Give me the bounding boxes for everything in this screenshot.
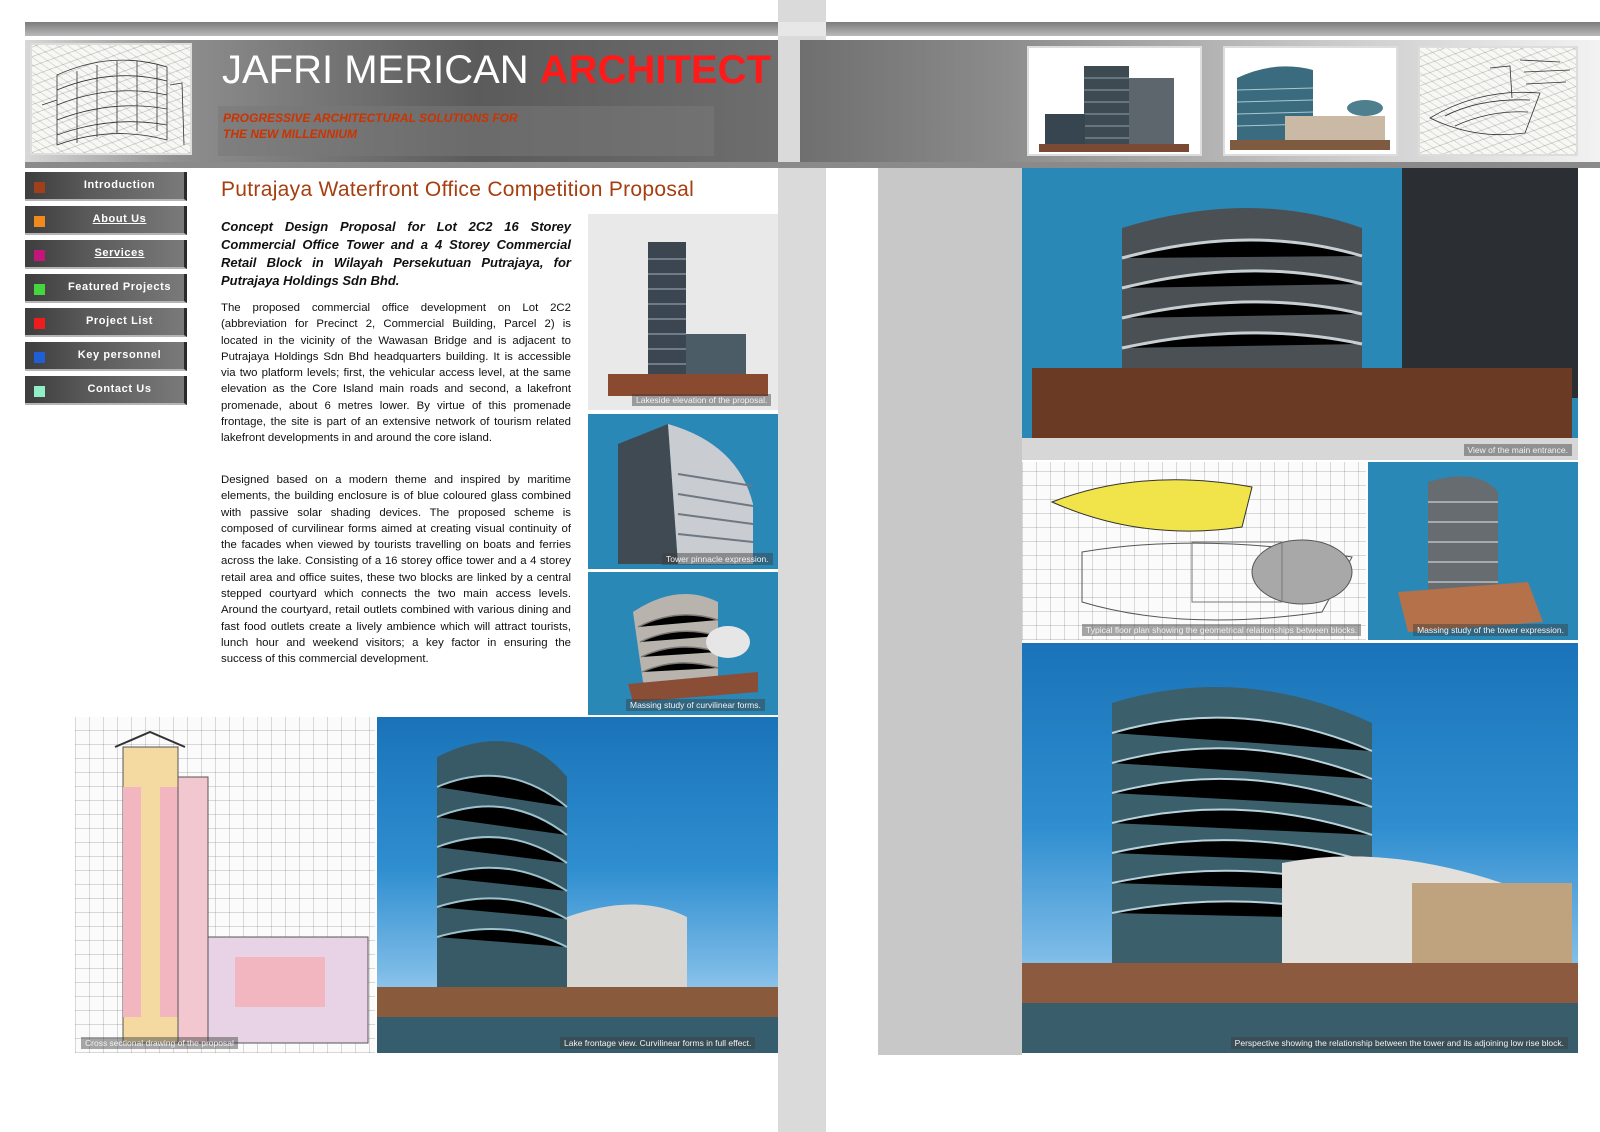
image-caption: Typical floor plan showing the geometrical relationships between blocks.	[1082, 624, 1361, 636]
intro-heading: Concept Design Proposal for Lot 2C2 16 Storey Commercial Office Tower and a 4 Storey Commercial Retail Block in Wilayah Persekutuan Putrajaya, for Putrajaya Holdings Sdn Bhd.	[221, 219, 571, 288]
brand-main: JAFRI MERICAN	[222, 48, 540, 92]
top-rule-gap	[778, 22, 826, 36]
nav-label: Featured Projects	[67, 281, 172, 293]
image-floor-plan	[1022, 462, 1366, 640]
body-paragraph-2: Designed based on a modern theme and inspired by maritime elements, the building enclosure is of blue coloured glass combined with passive solar shading devices. The proposed scheme is composed of curvilinear forms aimed at creating visual continuity of the facades when viewed by tourists travelling on boats and ferries across the lake. Consisting of a 16 storey office tower and a 4 storey retail area and office suites, these two blocks are linked by a central stepped courtyard which connects the two main access levels. Around the courtyard, retail outlets combined with various dining and fast food outlets create a lively ambience which will attract tourists, lunch hour and weekend visitors; a key factor in ensuring the success of this commercial development.	[221, 474, 571, 666]
image-cross-section	[75, 717, 375, 1053]
nav-bullet-icon	[34, 250, 45, 261]
tagline	[223, 110, 553, 142]
nav-item-contact-us[interactable]	[25, 376, 187, 405]
page-title: Putrajaya Waterfront Office Competition Proposal	[221, 178, 695, 201]
nav-label: Contact Us	[87, 383, 152, 395]
nav-item-project-list[interactable]	[25, 308, 187, 337]
nav-label: About Us	[92, 213, 147, 225]
brand-title	[222, 48, 771, 93]
image-caption: Cross sectional drawing of the proposal	[81, 1037, 238, 1049]
image-caption: Perspective showing the relationship between the tower and its adjoining low rise block.	[1231, 1037, 1568, 1049]
body-paragraph-1: The proposed commercial office development on Lot 2C2 (abbreviation for Precinct 2, Commercial Building, Parcel 2) is located in the vicinity of the Wawasan Bridge and is adjacent to Putrajaya Holdings Sdn Bhd headquarters building. It is accessible via two platform levels; first, the vehicular access level, at the same elevation as the Core Island main roads and second, a lakefront promenade, about 6 metres lower. By virtue of this promenade frontage, the site is part of an extensive network of tourism related lakefront developments in and around the core island.	[221, 302, 571, 445]
header-sketch-thumbnail	[30, 43, 192, 155]
tagline-line-2: THE NEW MILLENNIUM	[223, 127, 357, 141]
nav-label: Project List	[85, 315, 154, 327]
nav-label: Introduction	[83, 179, 156, 191]
image-caption: Massing study of the tower expression.	[1413, 624, 1568, 636]
image-caption: Lakeside elevation of the proposal.	[632, 394, 771, 406]
nav-item-key-personnel[interactable]	[25, 342, 187, 371]
image-caption: View of the main entrance.	[1464, 444, 1573, 456]
image-caption: Massing study of curvilinear forms.	[626, 699, 765, 711]
image-lakeside-elevation	[588, 214, 778, 410]
nav-label: Key personnel	[77, 349, 162, 361]
brand-accent: ARCHITECT	[539, 48, 771, 92]
nav-bullet-icon	[34, 182, 45, 193]
header-thumbnail-sketch	[1418, 46, 1578, 156]
nav-item-about-us[interactable]	[25, 206, 187, 235]
nav-bullet-icon	[34, 386, 45, 397]
header-thumbnail-waterfront	[1223, 46, 1398, 156]
nav-bullet-icon	[34, 216, 45, 227]
nav-bullet-icon	[34, 352, 45, 363]
image-lake-frontage	[377, 717, 778, 1053]
nav-item-featured-projects[interactable]	[25, 274, 187, 303]
image-perspective	[1022, 643, 1578, 1053]
header-thumbnail-tower	[1027, 46, 1202, 156]
nav-bullet-icon	[34, 318, 45, 329]
image-caption: Lake frontage view. Curvilinear forms in full effect.	[560, 1037, 755, 1049]
page-gutter	[778, 0, 826, 1132]
image-massing-tower	[1368, 462, 1578, 640]
right-page-grey-panel	[878, 168, 1022, 1055]
nav-label: Services	[94, 247, 145, 259]
image-caption: Tower pinnacle expression.	[662, 553, 773, 565]
nav-item-introduction[interactable]	[25, 172, 187, 201]
image-massing-curvilinear	[588, 572, 778, 715]
image-main-entrance	[1022, 168, 1578, 460]
tagline-line-1: PROGRESSIVE ARCHITECTURAL SOLUTIONS FOR	[223, 111, 518, 125]
nav-item-services[interactable]	[25, 240, 187, 269]
image-tower-pinnacle	[588, 414, 778, 569]
nav-bullet-icon	[34, 284, 45, 295]
